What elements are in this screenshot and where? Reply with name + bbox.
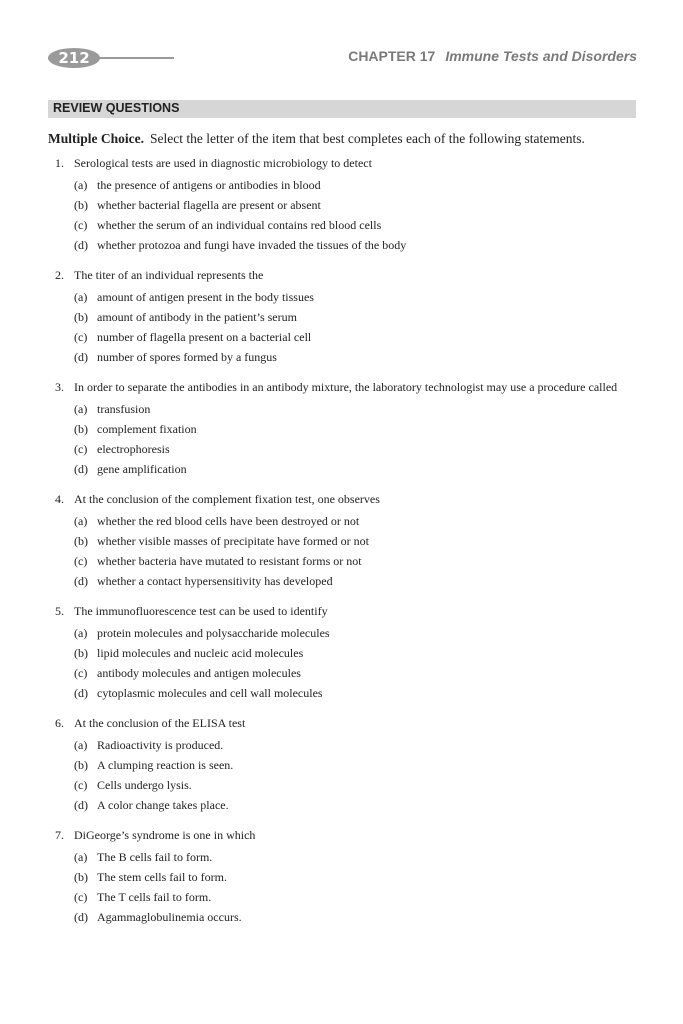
option-text: A clumping reaction is seen. (97, 758, 234, 772)
question-stem (55, 155, 640, 171)
question-text: Serological tests are used in diagnostic microbiology to detect (74, 156, 372, 170)
option-letter: (c) (74, 778, 88, 792)
question-number: 2. (55, 268, 64, 282)
option-letter: (d) (74, 910, 88, 924)
answer-option (55, 531, 640, 551)
option-text: The T cells fail to form. (97, 890, 212, 904)
option-text: Cells undergo lysis. (97, 778, 192, 792)
option-text: electrophoresis (97, 442, 170, 456)
option-text: A color change takes place. (97, 798, 229, 812)
instructions-text: Select the letter of the item that best completes each of the following statements. (150, 131, 585, 146)
question-stem (55, 715, 640, 731)
option-letter: (c) (74, 666, 88, 680)
option-letter: (a) (74, 290, 88, 304)
question-stem (55, 827, 640, 843)
answer-option (55, 623, 640, 643)
option-text: protein molecules and polysaccharide molecules (97, 626, 330, 640)
question-list (55, 155, 640, 939)
option-text: number of flagella present on a bacterial cell (97, 330, 312, 344)
option-text: number of spores formed by a fungus (97, 350, 277, 364)
question (55, 827, 640, 927)
option-letter: (c) (74, 554, 88, 568)
question-text: DiGeorge’s syndrome is one in which (74, 828, 256, 842)
instructions-label: Multiple Choice. (48, 131, 144, 146)
option-letter: (c) (74, 218, 88, 232)
option-letter: (b) (74, 422, 88, 436)
option-letter: (d) (74, 574, 88, 588)
option-letter: (c) (74, 442, 88, 456)
answer-option (55, 775, 640, 795)
option-letter: (a) (74, 738, 88, 752)
option-letter: (d) (74, 686, 88, 700)
answer-option (55, 511, 640, 531)
answer-option (55, 907, 640, 927)
option-text: whether a contact hypersensitivity has developed (97, 574, 333, 588)
option-letter: (b) (74, 198, 88, 212)
option-letter: (b) (74, 870, 88, 884)
answer-option (55, 571, 640, 591)
section-heading-band (48, 100, 636, 118)
option-letter: (d) (74, 462, 88, 476)
answer-option (55, 235, 640, 255)
question (55, 267, 640, 367)
option-text: whether bacteria have mutated to resistant forms or not (97, 554, 362, 568)
option-text: lipid molecules and nucleic acid molecules (97, 646, 304, 660)
answer-option (55, 327, 640, 347)
option-letter: (b) (74, 534, 88, 548)
option-text: whether bacterial flagella are present or absent (97, 198, 321, 212)
option-letter: (b) (74, 758, 88, 772)
option-text: cytoplasmic molecules and cell wall molecules (97, 686, 323, 700)
chapter-title: Immune Tests and Disorders (445, 48, 637, 64)
option-text: Radioactivity is produced. (97, 738, 224, 752)
option-letter: (a) (74, 178, 88, 192)
option-text: The B cells fail to form. (97, 850, 213, 864)
option-text: gene amplification (97, 462, 187, 476)
question-stem (55, 267, 640, 283)
question-stem (55, 491, 640, 507)
answer-option (55, 847, 640, 867)
question-stem (55, 603, 640, 619)
question (55, 155, 640, 255)
option-text: antibody molecules and antigen molecules (97, 666, 301, 680)
option-text: whether the red blood cells have been destroyed or not (97, 514, 360, 528)
answer-option (55, 347, 640, 367)
section-title: REVIEW QUESTIONS (53, 101, 180, 115)
chapter-label: CHAPTER 17 (348, 48, 436, 64)
instructions (48, 131, 585, 147)
answer-option (55, 735, 640, 755)
option-text: amount of antibody in the patient’s serum (97, 310, 297, 324)
option-letter: (d) (74, 238, 88, 252)
question-number: 6. (55, 716, 64, 730)
question-number: 1. (55, 156, 64, 170)
answer-option (55, 419, 640, 439)
option-letter: (b) (74, 646, 88, 660)
question-text: The immunofluorescence test can be used to identify (74, 604, 328, 618)
question-number: 4. (55, 492, 64, 506)
option-letter: (a) (74, 402, 88, 416)
question-text: In order to separate the antibodies in an antibody mixture, the laboratory technologist may use a procedure called (74, 380, 618, 394)
question-stem (55, 379, 640, 395)
option-letter: (a) (74, 514, 88, 528)
header-rule (98, 57, 174, 59)
answer-option (55, 195, 640, 215)
option-text: Agammaglobulinemia occurs. (97, 910, 242, 924)
answer-option (55, 399, 640, 419)
question (55, 379, 640, 479)
answer-option (55, 795, 640, 815)
answer-option (55, 307, 640, 327)
option-letter: (d) (74, 350, 88, 364)
answer-option (55, 683, 640, 703)
answer-option (55, 663, 640, 683)
question (55, 603, 640, 703)
page-number: 212 (48, 48, 100, 68)
question-number: 3. (55, 380, 64, 394)
question (55, 491, 640, 591)
option-text: the presence of antigens or antibodies in blood (97, 178, 321, 192)
question-text: The titer of an individual represents the (74, 268, 264, 282)
answer-option (55, 643, 640, 663)
question-number: 5. (55, 604, 64, 618)
option-letter: (a) (74, 626, 88, 640)
answer-option (55, 287, 640, 307)
option-letter: (d) (74, 798, 88, 812)
answer-option (55, 215, 640, 235)
option-text: amount of antigen present in the body tissues (97, 290, 314, 304)
chapter-header (348, 48, 637, 64)
option-letter: (c) (74, 890, 88, 904)
option-text: whether the serum of an individual contains red blood cells (97, 218, 382, 232)
option-letter: (a) (74, 850, 88, 864)
option-text: complement fixation (97, 422, 197, 436)
option-text: whether visible masses of precipitate have formed or not (97, 534, 369, 548)
option-text: transfusion (97, 402, 151, 416)
answer-option (55, 551, 640, 571)
answer-option (55, 887, 640, 907)
option-letter: (b) (74, 310, 88, 324)
option-text: whether protozoa and fungi have invaded the tissues of the body (97, 238, 407, 252)
question-number: 7. (55, 828, 64, 842)
answer-option (55, 175, 640, 195)
question-text: At the conclusion of the ELISA test (74, 716, 246, 730)
answer-option (55, 867, 640, 887)
option-text: The stem cells fail to form. (97, 870, 227, 884)
answer-option (55, 459, 640, 479)
question-text: At the conclusion of the complement fixation test, one observes (74, 492, 380, 506)
answer-option (55, 755, 640, 775)
answer-option (55, 439, 640, 459)
question (55, 715, 640, 815)
option-letter: (c) (74, 330, 88, 344)
